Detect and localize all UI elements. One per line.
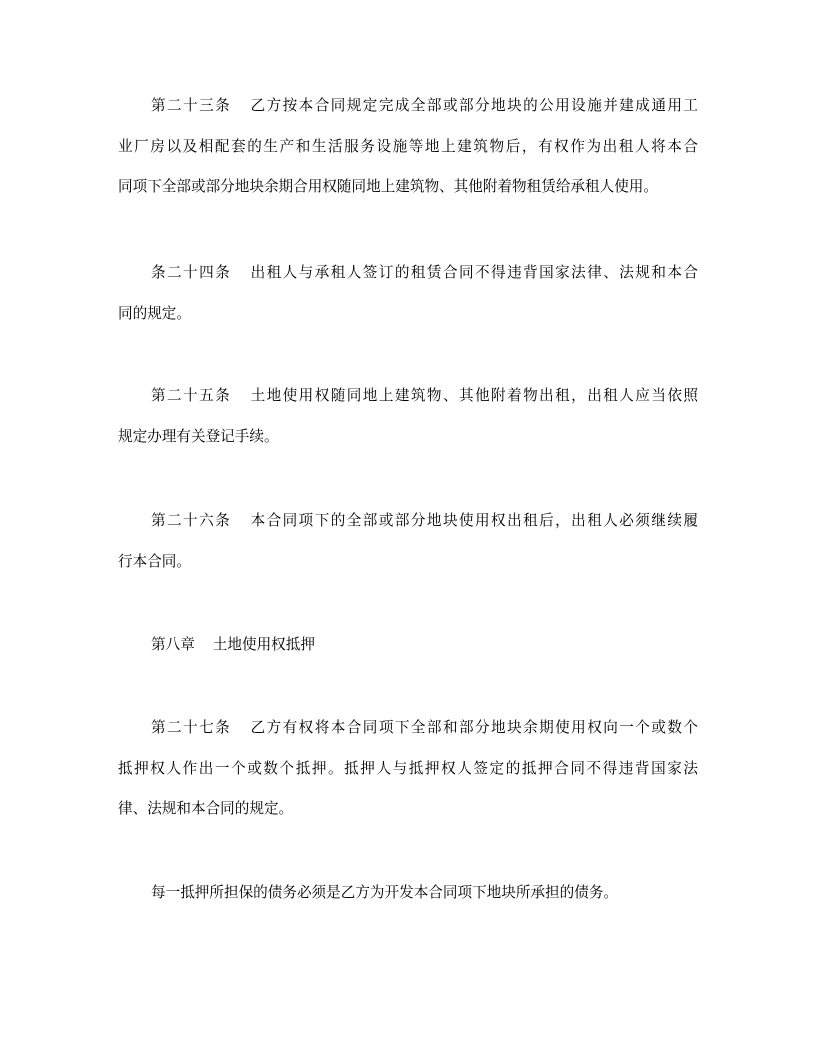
chapter-heading-line: [118, 625, 698, 666]
article-27-line-3: 律、法规和本合同的规定。: [118, 800, 294, 817]
article-24-line-1: 条二十四条 出租人与承租人签订的租赁合同不得违背国家法律、法规和本合: [151, 264, 698, 281]
article-24-line-2: 同的规定。: [118, 304, 191, 322]
article-26-line-1: 第二十六条 本合同项下的全部或部分地块使用权出租后，出租人必须继续履: [151, 512, 698, 529]
chapter-number: 第八章: [151, 636, 195, 653]
article-24: [118, 253, 698, 334]
article-26-line-2: 行本合同。: [118, 552, 191, 570]
chapter-title: 土地使用权抵押: [212, 636, 315, 653]
mortgage-debt-line: 每一抵押所担保的债务必须是乙方为开发本合同项下地块所承担的债务。: [151, 884, 619, 901]
article-23: [118, 86, 698, 208]
article-26: [118, 501, 698, 582]
article-number: 第二十七条: [151, 719, 232, 736]
chapter-8-heading: [118, 625, 698, 666]
article-23-line-1: 第二十三条 乙方按本合同规定完成全部或部分地块的公用设施并建成通用工: [151, 97, 698, 114]
article-25: [118, 376, 698, 457]
article-number: 第二十六条: [151, 512, 232, 529]
article-27: [118, 708, 698, 830]
article-25-line-1: 第二十五条 土地使用权随同地上建筑物、其他附着物出租，出租人应当依照: [151, 387, 698, 404]
article-number: 第二十三条: [151, 97, 232, 114]
article-27-line-2: 抵押权人作出一个或数个抵押。抵押人与抵押权人签定的抵押合同不得违背国家法: [118, 759, 698, 777]
mortgage-debt-paragraph: [118, 873, 698, 914]
article-number: 第二十五条: [151, 387, 232, 404]
article-27-line-1: 第二十七条 乙方有权将本合同项下全部和部分地块余期使用权向一个或数个: [151, 719, 698, 736]
article-number: 条二十四条: [151, 264, 232, 281]
article-25-line-2: 规定办理有关登记手续。: [118, 427, 279, 445]
article-23-line-2: 业厂房以及相配套的生产和生活服务设施等地上建筑物后，有权作为出租人将本合: [118, 137, 698, 155]
article-23-line-3: 同项下全部或部分地块余期合用权随同地上建筑物、其他附着物租赁给承租人使用。: [118, 178, 658, 195]
